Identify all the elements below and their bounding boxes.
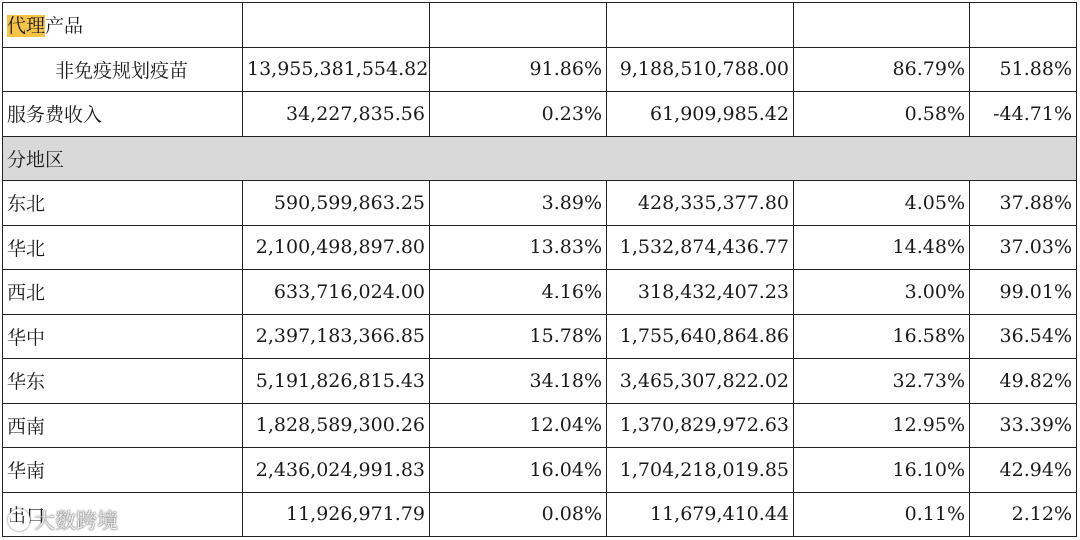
- row-label-cell: 华东: [3, 359, 243, 404]
- value-cell: 36.54%: [970, 314, 1077, 359]
- value-cell: 2,436,024,991.83: [243, 448, 430, 493]
- value-cell: 42.94%: [970, 448, 1077, 493]
- table-body: [3, 3, 1077, 537]
- value-cell: 4.16%: [430, 270, 607, 315]
- value-cell: 15.78%: [430, 314, 607, 359]
- value-cell: 0.08%: [430, 492, 607, 537]
- value-cell: 590,599,863.25: [243, 181, 430, 226]
- value-cell: 3.00%: [794, 270, 970, 315]
- value-cell: 86.79%: [794, 47, 970, 92]
- value-cell: 13.83%: [430, 225, 607, 270]
- brand-logo-icon: [8, 509, 30, 531]
- value-cell: 318,432,407.23: [607, 270, 794, 315]
- table-row: [3, 448, 1077, 493]
- value-cell: 61,909,985.42: [607, 92, 794, 137]
- value-cell: 49.82%: [970, 359, 1077, 404]
- value-cell: 34.18%: [430, 359, 607, 404]
- section-header-cell: 分地区: [3, 136, 1077, 181]
- value-cell: 1,828,589,300.26: [243, 403, 430, 448]
- value-cell: 2.12%: [970, 492, 1077, 537]
- highlighted-text: 代理: [7, 15, 46, 38]
- value-cell: [430, 3, 607, 48]
- value-cell: 12.04%: [430, 403, 607, 448]
- table-row: [3, 92, 1077, 137]
- row-label-cell: 华中: [3, 314, 243, 359]
- table-row: [3, 136, 1077, 181]
- table-row: [3, 314, 1077, 359]
- row-label-cell: 华北: [3, 225, 243, 270]
- table-row: [3, 359, 1077, 404]
- value-cell: 33.39%: [970, 403, 1077, 448]
- value-cell: [607, 3, 794, 48]
- row-label-cell: 非免疫规划疫苗: [3, 47, 243, 92]
- value-cell: 1,755,640,864.86: [607, 314, 794, 359]
- value-cell: 5,191,826,815.43: [243, 359, 430, 404]
- value-cell: [794, 3, 970, 48]
- table-row: [3, 47, 1077, 92]
- value-cell: 633,716,024.00: [243, 270, 430, 315]
- watermark-text: 大数跨境: [34, 509, 118, 533]
- row-label-cell: [3, 3, 243, 48]
- table-row: [3, 403, 1077, 448]
- value-cell: 32.73%: [794, 359, 970, 404]
- table-row: [3, 3, 1077, 48]
- value-cell: 12.95%: [794, 403, 970, 448]
- value-cell: 0.58%: [794, 92, 970, 137]
- row-label-cell: 华南: [3, 448, 243, 493]
- value-cell: 9,188,510,788.00: [607, 47, 794, 92]
- value-cell: 16.58%: [794, 314, 970, 359]
- value-cell: 11,926,971.79: [243, 492, 430, 537]
- value-cell: 0.11%: [794, 492, 970, 537]
- value-cell: 37.88%: [970, 181, 1077, 226]
- value-cell: 16.04%: [430, 448, 607, 493]
- value-cell: 1,704,218,019.85: [607, 448, 794, 493]
- row-label-cell: 出口: [3, 492, 243, 537]
- table-row: [3, 181, 1077, 226]
- value-cell: 2,100,498,897.80: [243, 225, 430, 270]
- value-cell: 2,397,183,366.85: [243, 314, 430, 359]
- value-cell: 11,679,410.44: [607, 492, 794, 537]
- value-cell: 4.05%: [794, 181, 970, 226]
- value-cell: 99.01%: [970, 270, 1077, 315]
- value-cell: [243, 3, 430, 48]
- value-cell: 0.23%: [430, 92, 607, 137]
- value-cell: [970, 3, 1077, 48]
- value-cell: 91.86%: [430, 47, 607, 92]
- table-row: [3, 225, 1077, 270]
- value-cell: 51.88%: [970, 47, 1077, 92]
- value-cell: 3,465,307,822.02: [607, 359, 794, 404]
- value-cell: -44.71%: [970, 92, 1077, 137]
- value-cell: 37.03%: [970, 225, 1077, 270]
- value-cell: 13,955,381,554.82: [243, 47, 430, 92]
- value-cell: 34,227,835.56: [243, 92, 430, 137]
- table-row: [3, 270, 1077, 315]
- row-label-cell: 西北: [3, 270, 243, 315]
- financial-table: [2, 2, 1077, 537]
- value-cell: 428,335,377.80: [607, 181, 794, 226]
- value-cell: 1,370,829,972.63: [607, 403, 794, 448]
- value-cell: 14.48%: [794, 225, 970, 270]
- value-cell: 3.89%: [430, 181, 607, 226]
- value-cell: 16.10%: [794, 448, 970, 493]
- row-label-cell: 西南: [3, 403, 243, 448]
- value-cell: 1,532,874,436.77: [607, 225, 794, 270]
- watermark: [8, 505, 118, 535]
- table-row: [3, 492, 1077, 537]
- row-label-cell: 东北: [3, 181, 243, 226]
- label-text: 产品: [45, 15, 84, 38]
- row-label-cell: 服务费收入: [3, 92, 243, 137]
